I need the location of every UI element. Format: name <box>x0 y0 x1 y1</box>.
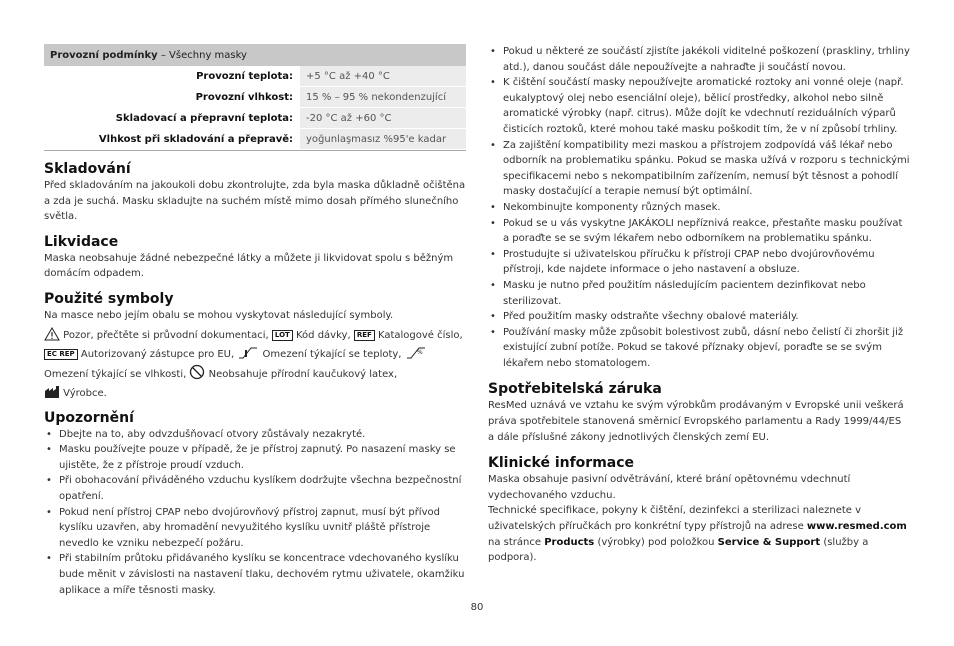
clinical-section <box>488 454 910 566</box>
warnings-section <box>44 409 466 599</box>
warranty-heading: Spotřebitelská záruka <box>488 381 662 398</box>
list-item: • Masku je nutno před použitím následujícím pacientem dezinfikovat nebo sterilizovat. <box>488 278 910 309</box>
service-support-label: Service & Support <box>717 536 821 548</box>
left-column <box>44 44 466 598</box>
list-item: • Pokud u některé ze součástí zjistíte jakékoli viditelné poškození (praskliny, trhliny atd.), danou součást dále nepoužívejte a nahraďte ji součástí novou. <box>488 44 910 75</box>
latex-label: Neobsahuje přírodní kaučukový latex, <box>205 368 398 380</box>
warranty-text: ResMed uznává ve vztahu ke svým výrobkům prodávaným v Evropské unii veškerá práva spotřebitele stanovená směrnicí Evropského parlamentu a Rady 1999/44/ES a dále příslušné zákony jednotlivých členských zemí EU. <box>488 400 904 443</box>
list-item: • Používání masky může způsobit bolestivost zubů, dásní nebo čelistí či zhoršit již existující zubní potíže. Pokud se takové příznaky objeví, poraďte se se svým lékařem nebo stomatologem. <box>488 325 910 372</box>
table-row <box>44 66 466 87</box>
list-item: • Při stabilním průtoku přidávaného kyslíku se koncentrace vdechovaného kyslíku bude měnit v závislosti na nastavení tlaku, dechovém rytmu uživatele, okamžiku aplikace a míře těsnosti masky. <box>44 551 466 598</box>
row-label: Skladovací a přepravní teplota: <box>44 108 300 129</box>
operating-conditions-table <box>44 44 466 150</box>
symbols-intro: Na masce nebo jejím obalu se mohou vyskytovat následující symboly. <box>44 309 394 321</box>
clinical-text-2 <box>488 503 910 565</box>
list-item: • Pokud se u vás vyskytne JAKÁKOLI nepříznivá reakce, přestaňte masku používat a poraďte se se svým lékařem nebo odborníkem na problematiku spánku. <box>488 216 910 247</box>
svg-text:%: % <box>416 348 423 356</box>
clinical-text-2c: (výrobky) pod položkou <box>594 536 718 548</box>
storage-section <box>44 160 466 225</box>
table-row <box>44 108 466 129</box>
symbols-heading: Použité symboly <box>44 290 174 307</box>
list-item: • Prostudujte si uživatelskou příručku k přístroji CPAP nebo dvojúrovňovému přístroji, kde najdete informace o jeho nastavení a obsluze. <box>488 247 910 278</box>
disposal-text: Maska neobsahuje žádné nebezpečné látky a můžete ji likvidovat spolu s běžným domácím odpadem. <box>44 252 454 280</box>
list-item: • Masku používejte pouze v případě, že je přístroj zapnutý. Po nasazení masky se ujistěte, že z přístroje proudí vzduch. <box>44 442 466 473</box>
row-value: yoğunlaşmasız %95'e kadar <box>300 129 467 150</box>
row-value: +5 °C až +40 °C <box>300 66 467 87</box>
row-value: -20 °C až +60 °C <box>300 108 467 129</box>
list-item: • K čištění součástí masky nepoužívejte aromatické roztoky ani vonné oleje (např. eukalyptový olej nebo esenciální oleje), bělicí prostředky, alkohol nebo silně aromatické výrobky (např. citrus). Může dojít ke vdechnutí reziduálních výparů čisticích roztoků, které mohou také masku poškodit tím, že v ní způsobí trhliny. <box>488 75 910 137</box>
table-header-rest: – Všechny masky <box>157 49 247 61</box>
table-bottom-rule <box>44 150 466 151</box>
list-item: • Před použitím masky odstraňte všechny obalové materiály. <box>488 309 910 325</box>
caution-label: Pozor, přečtěte si průvodní dokumentaci, <box>60 329 269 341</box>
symbols-section <box>44 290 466 403</box>
warnings-list-left <box>44 427 466 599</box>
temperature-limit-icon <box>237 346 259 360</box>
clinical-heading: Klinické informace <box>488 455 635 472</box>
storage-text: Před skladováním na jakoukoli dobu zkontrolujte, zda byla maska důkladně očištěna a zda je suchá. Masku skladujte na suchém místě mimo dosah přímého slunečního světla. <box>44 180 466 223</box>
no-latex-icon <box>189 364 205 380</box>
humidity-label: Omezení týkající se vlhkosti, <box>44 368 187 380</box>
disposal-section <box>44 233 466 282</box>
right-column <box>488 44 910 566</box>
disposal-heading: Likvidace <box>44 233 119 250</box>
ref-icon: REF <box>354 330 375 341</box>
table-row <box>44 129 466 150</box>
symbols-legend <box>44 326 466 403</box>
lot-icon: LOT <box>272 330 293 341</box>
storage-heading: Skladování <box>44 161 131 177</box>
table-header-bold: Provozní podmínky <box>50 49 158 61</box>
manufacturer-icon <box>44 385 60 399</box>
list-item: • Pokud není přístroj CPAP nebo dvojúrovňový přístroj zapnut, musí být přívod kyslíku uzavřen, aby hromadění nevyužitého kyslíku uvnitř pláště přístroje nevedlo ke vzniku nebezpečí požáru. <box>44 505 466 552</box>
clinical-text-1: Maska obsahuje pasivní odvětrávání, které brání opětovnému vdechnutí vydechovaného vzduchu. <box>488 474 851 501</box>
warranty-section <box>488 380 910 445</box>
row-label: Vlhkost při skladování a přepravě: <box>44 129 300 150</box>
manufacturer-label: Výrobce. <box>60 387 107 399</box>
lot-label: Kód dávky, <box>292 329 351 341</box>
list-item: • Při obohacování přiváděného vzduchu kyslíkem dodržujte všechna bezpečnostní opatření. <box>44 473 466 504</box>
temperature-label: Omezení týkající se teploty, <box>259 348 402 360</box>
ec-rep-icon: EC REP <box>44 349 78 360</box>
table-header-row <box>44 44 466 66</box>
humidity-limit-icon <box>405 346 427 360</box>
list-item: • Za zajištění kompatibility mezi maskou a přístrojem zodpovídá váš lékař nebo odborník na problematiku spánku. Pokud se maska užívá v rozporu s technickými specifikacemi nebo s nekompatibilním zařízením, nemusí být těsnost a pohodlí masky dostačující a terapie nemusí být optimální. <box>488 138 910 200</box>
table-row <box>44 87 466 108</box>
ref-label: Katalogové číslo, <box>374 329 463 341</box>
page-number: 80 <box>470 602 484 613</box>
clinical-text-2d: (služby a podpora). <box>488 536 869 564</box>
list-item: • Dbejte na to, aby odvzdušňovací otvory zůstávaly nezakryté. <box>44 427 466 443</box>
row-label: Provozní teplota: <box>44 66 300 87</box>
list-item: • Nekombinujte komponenty různých masek. <box>488 200 910 216</box>
caution-icon <box>44 327 60 341</box>
clinical-text-2a: Technické specifikace, pokyny k čištění, dezinfekci a sterilizaci naleznete v uživatelských příručkách pro konkrétní typy přístrojů na adrese <box>488 505 862 533</box>
warnings-heading: Upozornění <box>44 409 134 426</box>
ec-rep-label: Autorizovaný zástupce pro EU, <box>77 348 235 360</box>
row-value: 15 % – 95 % nekondenzující <box>300 87 467 108</box>
products-label: Products <box>544 536 595 548</box>
clinical-text-2b: na stránce <box>488 536 545 548</box>
resmed-url[interactable]: www.resmed.com <box>806 521 907 533</box>
row-label: Provozní vlhkost: <box>44 87 300 108</box>
warnings-list-right <box>488 44 910 371</box>
